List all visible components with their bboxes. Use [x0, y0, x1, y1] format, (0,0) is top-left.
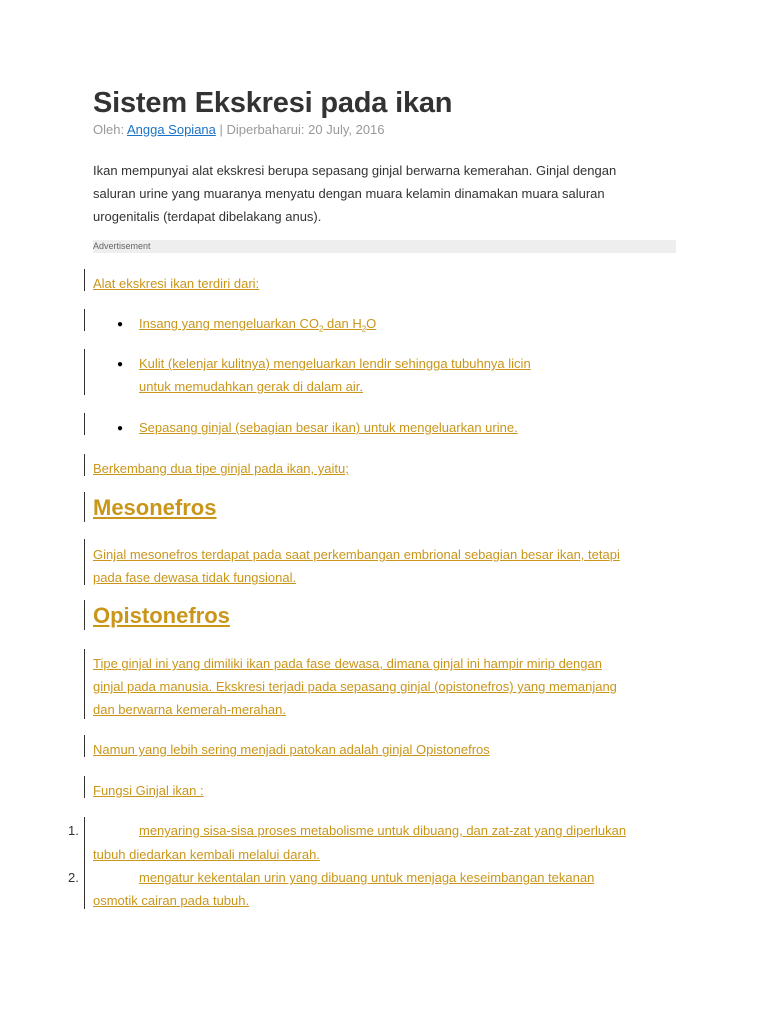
bullet-icon: ● — [117, 359, 124, 370]
quote-bar — [84, 492, 85, 522]
quote-bar — [84, 309, 85, 331]
gills-text: O — [366, 316, 377, 331]
content-area — [68, 0, 693, 1024]
meta-date: | Diperbaharui: 20 July, 2016 — [215, 122, 385, 137]
list-number: 2. — [68, 870, 79, 885]
function2-link[interactable]: osmotik cairan pada tubuh. — [93, 893, 250, 908]
intro-line: urogenitalis (terdapat dibelakang anus). — [93, 209, 322, 224]
intro-line: saluran urine yang muaranya menyatu dengan muara kelamin dinamakan muara saluran — [93, 186, 605, 201]
organ-skin-link[interactable]: untuk memudahkan gerak di dalam air. — [139, 379, 364, 394]
organ-gills-link[interactable] — [139, 312, 376, 341]
author-link[interactable]: Angga Sopiana — [126, 122, 216, 137]
bullet-icon: ● — [117, 319, 124, 330]
gills-text: dan H — [323, 316, 362, 331]
quote-bar — [84, 776, 85, 798]
intro-line: Ikan mempunyai alat ekskresi berupa sepasang ginjal berwarna kemerahan. Ginjal dengan — [93, 163, 617, 178]
kidney-types-link[interactable]: Berkembang dua tipe ginjal pada ikan, yaitu; — [93, 461, 349, 476]
opistonefros-text-link[interactable]: dan berwarna kemerah-merahan. — [93, 702, 286, 717]
reference-note-link[interactable]: Namun yang lebih sering menjadi patokan adalah ginjal Opistonefros — [93, 742, 490, 757]
organs-intro-link[interactable]: Alat ekskresi ikan terdiri dari: — [93, 276, 260, 291]
organ-kidney-link[interactable]: Sepasang ginjal (sebagian besar ikan) untuk mengeluarkan urine. — [139, 420, 518, 435]
quote-bar — [84, 649, 85, 719]
page-title: Sistem Ekskresi pada ikan — [93, 87, 453, 119]
gills-text: Insang yang mengeluarkan CO — [139, 316, 319, 331]
quote-bar — [84, 539, 85, 585]
quote-bar — [84, 817, 85, 909]
advertisement-banner: Advertisement — [93, 240, 676, 253]
bullet-icon: ● — [117, 423, 124, 434]
functions-title-link[interactable]: Fungsi Ginjal ikan : — [93, 783, 204, 798]
opistonefros-heading[interactable]: Opistonefros — [93, 603, 230, 628]
gills-subscript: 2 — [318, 324, 324, 334]
list-number: 1. — [68, 823, 79, 838]
function1-link[interactable]: menyaring sisa-sisa proses metabolisme untuk dibuang, dan zat-zat yang diperlukan — [139, 823, 627, 838]
opistonefros-text-link[interactable]: Tipe ginjal ini yang dimiliki ikan pada fase dewasa, dimana ginjal ini hampir mirip dengan — [93, 656, 602, 671]
function1-link[interactable]: tubuh diedarkan kembali melalui darah. — [93, 847, 320, 862]
quote-bar — [84, 454, 85, 476]
mesonefros-text-link[interactable]: pada fase dewasa tidak fungsional. — [93, 570, 297, 585]
organ-skin-link[interactable]: Kulit (kelenjar kulitnya) mengeluarkan lendir sehingga tubuhnya licin — [139, 356, 531, 371]
quote-bar — [84, 269, 85, 291]
opistonefros-text-link[interactable]: ginjal pada manusia. Ekskresi terjadi pada sepasang ginjal (opistonefros) yang memanjang — [93, 679, 617, 694]
quote-bar — [84, 600, 85, 630]
quote-bar — [84, 735, 85, 757]
quote-bar — [84, 349, 85, 395]
meta-prefix: Oleh: — [93, 122, 127, 137]
function2-link[interactable]: mengatur kekentalan urin yang dibuang untuk menjaga keseimbangan tekanan — [139, 870, 595, 885]
mesonefros-text-link[interactable]: Ginjal mesonefros terdapat pada saat perkembangan embrional sebagian besar ikan, tetapi — [93, 547, 620, 562]
gills-subscript: 2 — [361, 324, 367, 334]
mesonefros-heading[interactable]: Mesonefros — [93, 495, 217, 520]
quote-bar — [84, 413, 85, 435]
